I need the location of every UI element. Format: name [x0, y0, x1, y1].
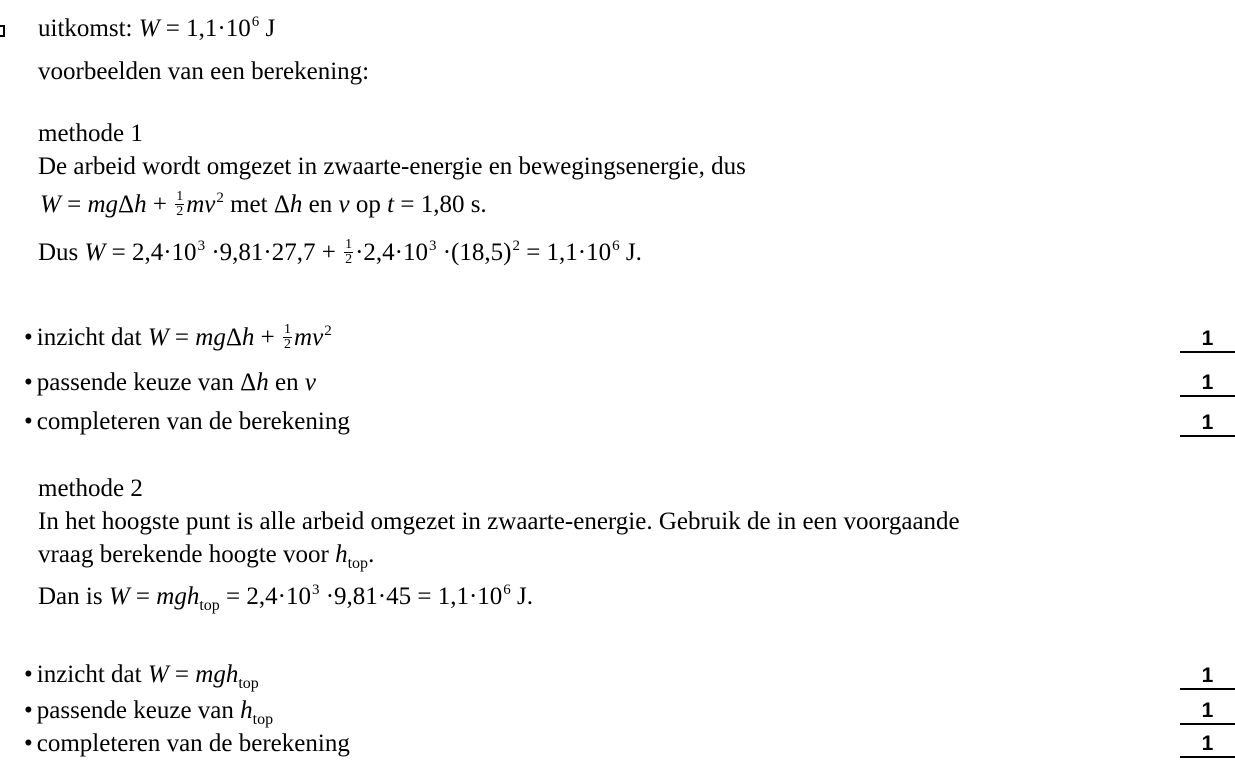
- method-2-description: In het hoogste punt is alle arbeid omgezet in zwaarte-energie. Gebruik de in een voorgaande: [38, 508, 960, 535]
- score-point: 1: [1180, 372, 1235, 397]
- answer-line: uitkomst: $W = 1,1\cdot 10^6$ J: [38, 14, 276, 42]
- method-2-description-2: vraag berekende hoogte voor $h_{top}$.: [38, 541, 375, 572]
- answer-label: uitkomst:: [38, 15, 133, 42]
- score-point: 1: [1180, 665, 1235, 690]
- method-1-formula: W = mgΔh + $\frac{1}{2}$ $mv^2$ met Δh en v op t = 1,80 s.: [40, 189, 487, 219]
- method-2-title: methode 2: [38, 475, 143, 502]
- score-point: 1: [1180, 412, 1235, 437]
- score-point: 1: [1180, 700, 1235, 725]
- fraction-half: $\frac{1}{2}$: [284, 322, 292, 352]
- method-1-title: methode 1: [38, 120, 143, 147]
- criterion-item: • inzicht dat W = mgh$_{top}$: [24, 661, 259, 692]
- method-1-description: De arbeid wordt omgezet in zwaarte-energie en bewegingsenergie, dus: [38, 153, 746, 180]
- criterion-item: • inzicht dat W = mgΔh + $\frac{1}{2}$ $mv^2$: [24, 322, 332, 352]
- score-point: 1: [1180, 733, 1235, 758]
- score-point: 1: [1180, 328, 1235, 353]
- method-1-calculation: Dus $W = 2,4\cdot 10^3 \cdot 9,81\cdot 27,7$ + $\frac{1}{2}$ $\cdot 2,4\cdot 10^3 \cdot(18,5)^2 = 1,1\cdot 10^6$ J.: [38, 237, 642, 267]
- fraction-half: $\frac{1}{2}$: [345, 237, 353, 267]
- method-2-calculation: Dan is $W = mgh_{top} = 2,4\cdot 10^3 \cdot 9,81\cdot 45 = 1,1\cdot 10^6$ J.: [38, 582, 534, 614]
- criterion-item: • completeren van de berekening: [24, 730, 350, 757]
- criterion-item: • completeren van de berekening: [24, 408, 350, 435]
- checkbox-icon: [0, 25, 5, 37]
- criterion-item: • passende keuze van Δh en v: [24, 369, 316, 396]
- fraction-half: $\frac{1}{2}$: [176, 189, 184, 219]
- examples-heading: voorbeelden van een berekening:: [38, 58, 370, 85]
- criterion-item: • passende keuze van $h_{top}$: [24, 697, 274, 728]
